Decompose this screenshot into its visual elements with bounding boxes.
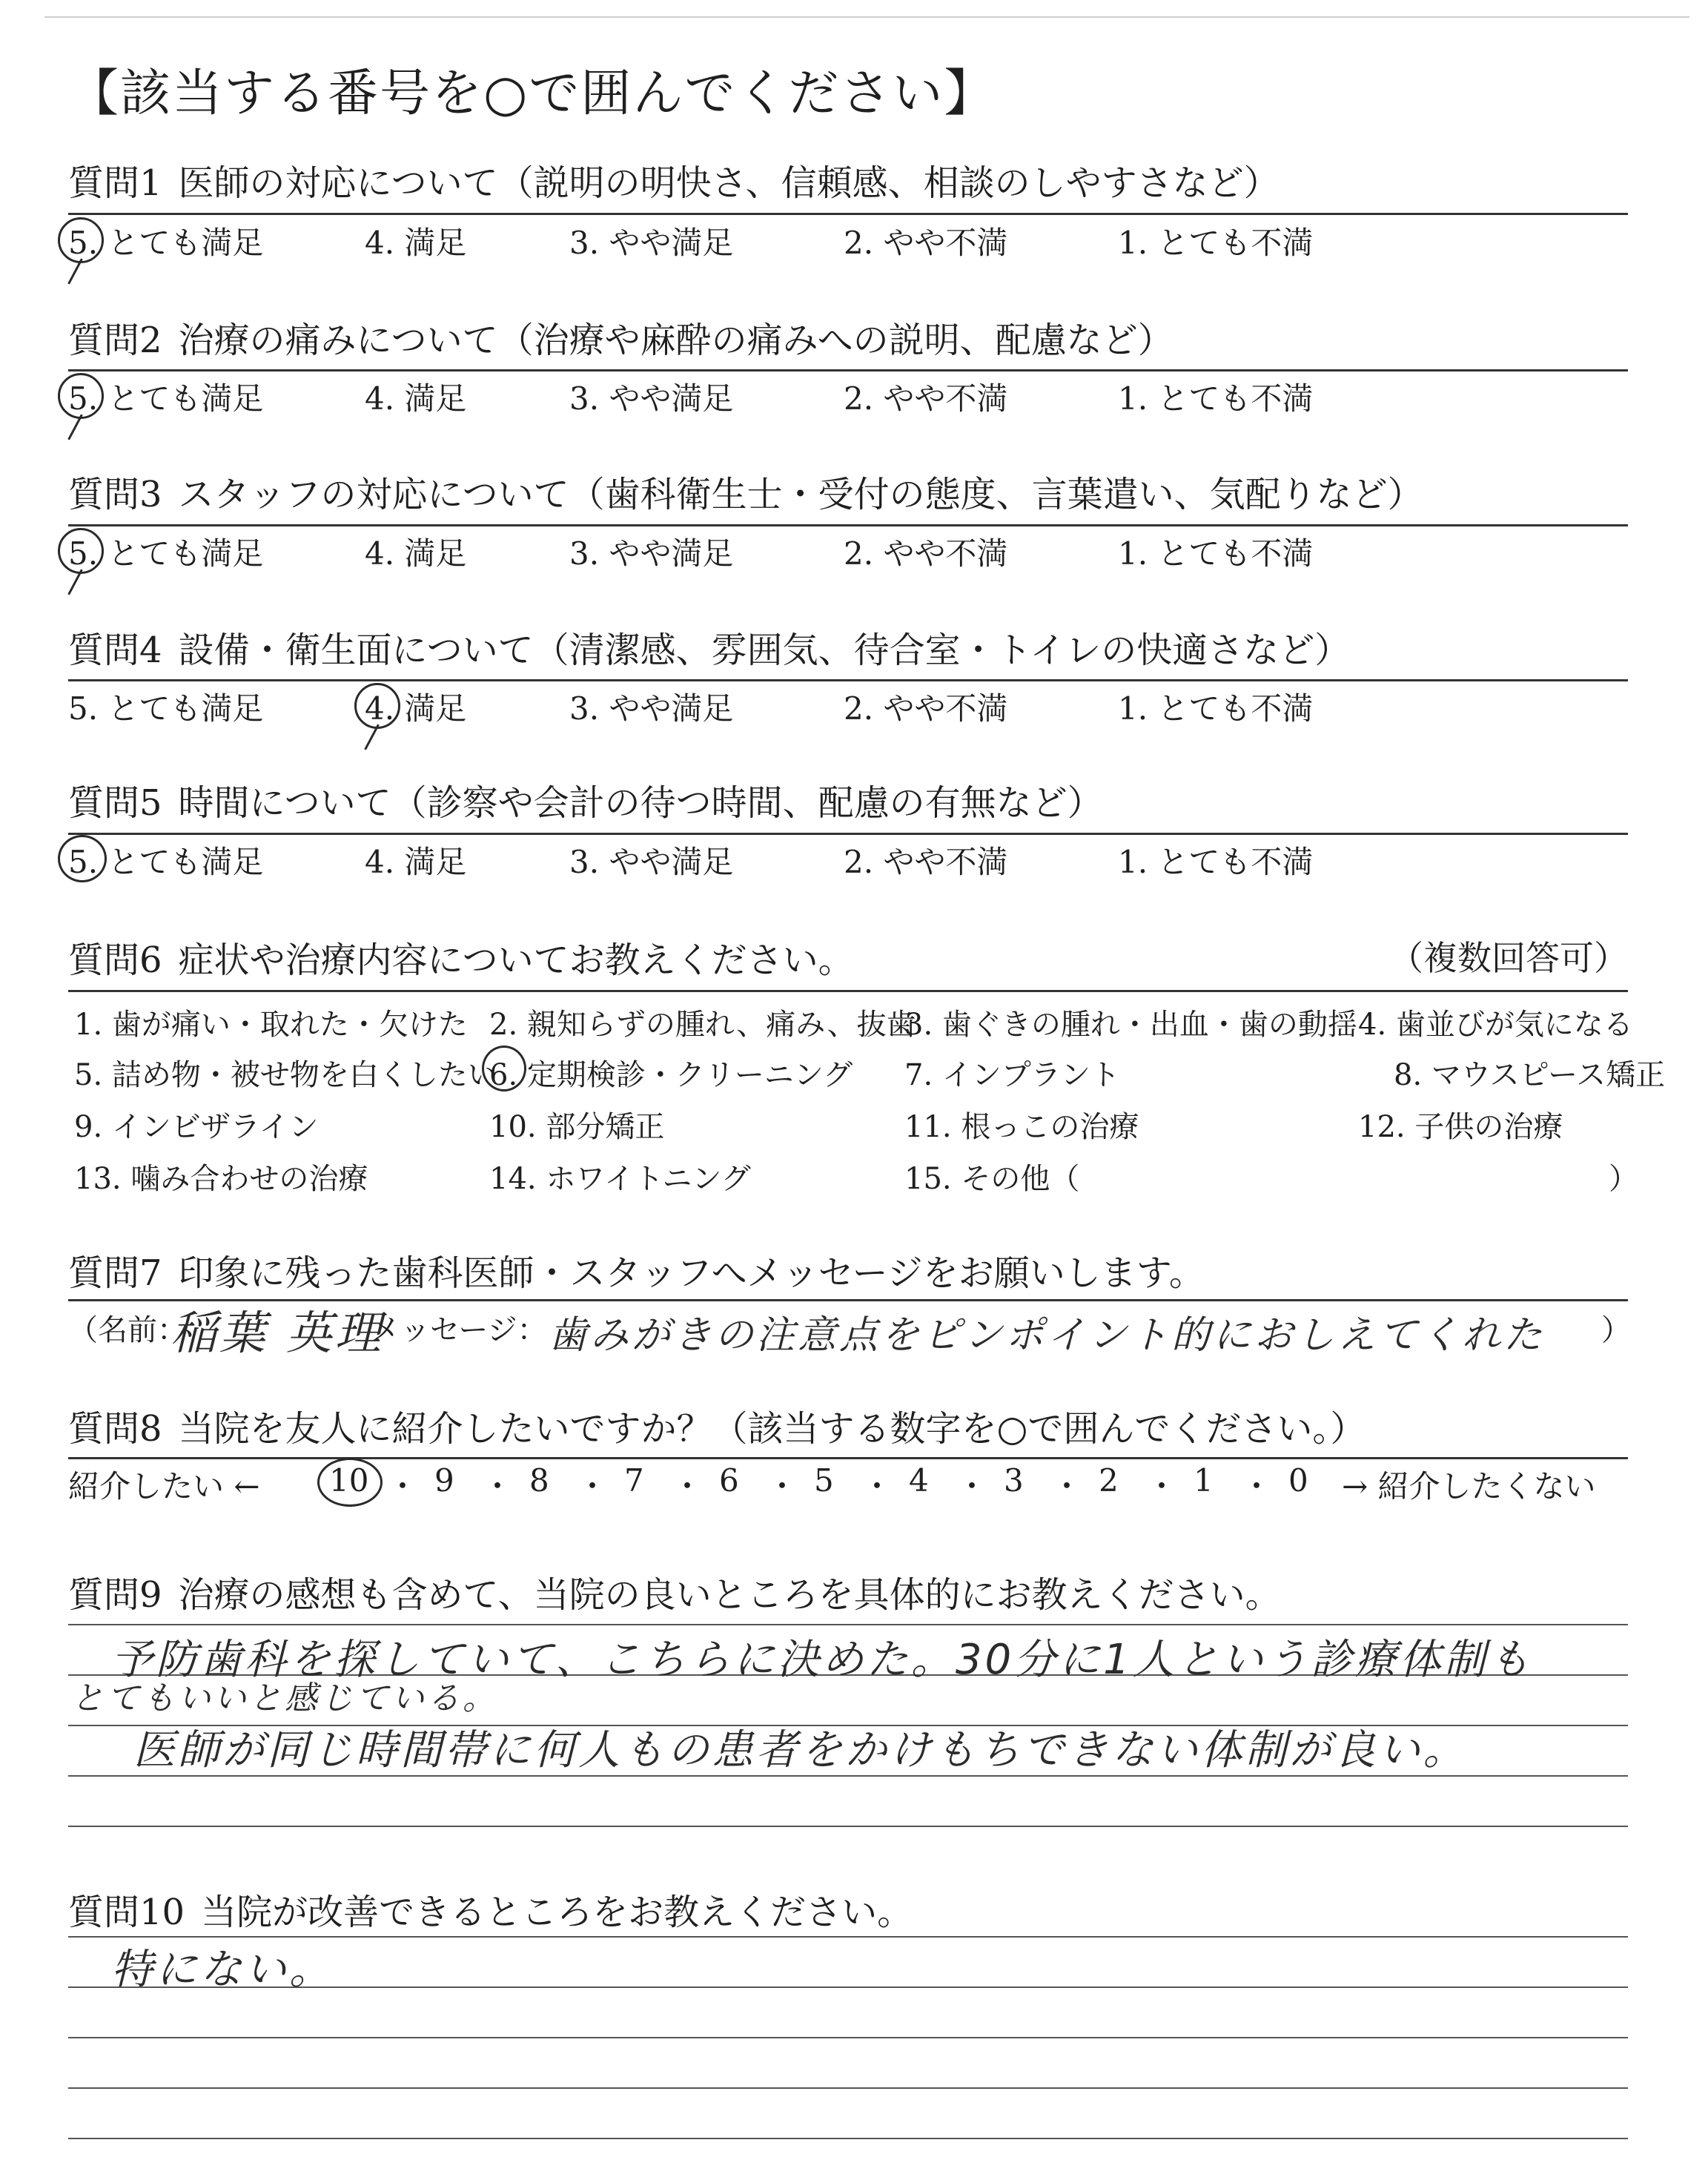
scale-value-6[interactable]: 6 <box>719 1462 739 1499</box>
multiple-answers-note: （複数回答可） <box>1389 938 1628 978</box>
symptom-option[interactable]: 14. ホワイトニング <box>489 1162 751 1196</box>
scale-value-1[interactable]: 1 <box>1194 1462 1214 1499</box>
question-6 <box>68 931 854 982</box>
option-5[interactable]: 5. とても満足 <box>68 535 264 572</box>
option-3[interactable]: 3. やや満足 <box>569 690 734 727</box>
scale-value-2[interactable]: 2 <box>1099 1462 1119 1499</box>
scale-value-4[interactable]: 4 <box>909 1462 929 1499</box>
symptom-option[interactable]: 12. 子供の治療 <box>1358 1110 1563 1144</box>
scale-value-8[interactable]: 8 <box>529 1462 549 1499</box>
selection-circle <box>58 835 107 882</box>
question-number: 質問1 <box>68 162 162 204</box>
divider <box>68 213 1628 215</box>
symptom-option[interactable]: 9. インビザライン <box>74 1110 319 1144</box>
divider <box>68 369 1628 371</box>
question-number: 質問9 <box>68 1574 162 1616</box>
scale-separator: ・ <box>1146 1468 1178 1505</box>
scale-separator: ・ <box>482 1468 514 1505</box>
rating-options-q2 <box>68 374 1628 419</box>
option-1[interactable]: 1. とても不満 <box>1118 225 1314 261</box>
option-5[interactable]: 5. とても満足 <box>68 380 264 417</box>
option-3[interactable]: 3. やや満足 <box>569 380 734 417</box>
option-1[interactable]: 1. とても不満 <box>1118 535 1314 572</box>
option-3[interactable]: 3. やや満足 <box>569 535 734 572</box>
question-number: 質問10 <box>68 1892 185 1933</box>
question-text: 症状や治療内容についてお教えください。 <box>178 939 854 981</box>
question-text: スタッフの対応について（歯科衛生士・受付の態度、言葉遣い、気配りなど） <box>178 474 1423 515</box>
symptom-option[interactable]: 2. 親知らずの腫れ、痛み、抜歯 <box>489 1008 916 1042</box>
question-number: 質問6 <box>68 939 162 981</box>
option-2[interactable]: 2. やや不満 <box>844 844 1008 880</box>
option-5[interactable]: 5. とても満足 <box>68 690 264 727</box>
question-2 <box>68 311 1174 363</box>
option-2[interactable]: 2. やや不満 <box>844 380 1008 417</box>
question-10 <box>68 1883 913 1935</box>
recommend-scale <box>68 1462 1628 1507</box>
option-4[interactable]: 4. 満足 <box>365 844 467 880</box>
question-text: 当院を友人に紹介したいですか？（該当する数字を○で囲んでください。） <box>178 1408 1366 1450</box>
selection-circle <box>58 217 104 263</box>
handwritten-answer-line[interactable]: とてもいいと感じている。 <box>71 1680 498 1717</box>
question-text: 治療の痛みについて（治療や麻酔の痛みへの説明、配慮など） <box>178 320 1174 361</box>
option-4[interactable]: 4. 満足 <box>365 225 467 261</box>
rating-options-q5 <box>68 838 1628 882</box>
symptom-option[interactable]: 13. 噛み合わせの治療 <box>74 1162 368 1196</box>
scale-separator: ・ <box>861 1468 893 1505</box>
question-number: 質問7 <box>68 1252 162 1294</box>
divider <box>68 524 1628 526</box>
option-3[interactable]: 3. やや満足 <box>569 225 734 261</box>
symptom-option[interactable]: 4. 歯並びが気になる <box>1358 1008 1633 1042</box>
scale-separator: ・ <box>387 1468 419 1505</box>
option-4[interactable]: 4. 満足 <box>365 690 467 727</box>
top-border <box>44 16 1689 18</box>
option-4[interactable]: 4. 満足 <box>365 535 467 572</box>
symptom-options <box>74 1001 1666 1196</box>
handwritten-name[interactable]: 稲葉 英理 <box>171 1306 384 1360</box>
rating-options-q4 <box>68 684 1628 729</box>
selection-circle <box>482 1046 526 1091</box>
answer-line <box>68 2138 1628 2139</box>
question-9 <box>68 1566 1281 1617</box>
question-number: 質問2 <box>68 320 162 361</box>
question-5 <box>68 774 1103 825</box>
message-label: メッセージ： <box>371 1313 547 1347</box>
scale-separator: ・ <box>672 1468 704 1505</box>
rating-options-q1 <box>68 219 1628 263</box>
symptom-option[interactable]: 15. その他（ <box>904 1162 1080 1196</box>
answer-line <box>68 1624 1628 1625</box>
name-label: （名前： <box>68 1313 187 1347</box>
scale-value-10[interactable]: 10 <box>329 1462 369 1499</box>
option-2[interactable]: 2. やや不満 <box>844 690 1008 727</box>
selection-circle <box>58 373 104 419</box>
scale-right-label: → 紹介したくない <box>1342 1468 1596 1505</box>
question-number: 質問3 <box>68 474 162 515</box>
divider <box>68 679 1628 681</box>
scale-separator: ・ <box>767 1468 798 1505</box>
symptom-option[interactable]: 1. 歯が痛い・取れた・欠けた <box>74 1008 468 1042</box>
scale-left-label: 紹介したい ← <box>68 1468 260 1505</box>
symptom-option[interactable]: 11. 根っこの治療 <box>904 1110 1139 1144</box>
divider <box>68 1457 1628 1459</box>
symptom-option[interactable]: 10. 部分矯正 <box>489 1110 665 1144</box>
symptom-option[interactable]: 6. 定期検診・クリーニング <box>489 1058 853 1092</box>
question-number: 質問8 <box>68 1408 162 1450</box>
question-text: 治療の感想も含めて、当院の良いところを具体的にお教えください。 <box>178 1574 1281 1616</box>
page-heading: 【該当する番号を○で囲んでください】 <box>68 65 996 123</box>
answer-line <box>68 2037 1628 2038</box>
handwritten-answer-line[interactable]: 特にない。 <box>111 1946 334 1994</box>
option-1[interactable]: 1. とても不満 <box>1118 844 1314 880</box>
question-text: 印象に残った歯科医師・スタッフへメッセージをお願いします。 <box>178 1252 1205 1294</box>
symptom-option[interactable]: 8. マウスピース矯正 <box>1394 1058 1666 1092</box>
message-close-paren: ） <box>1601 1313 1631 1347</box>
question-3 <box>68 466 1423 517</box>
option-5[interactable]: 5. とても満足 <box>68 844 264 880</box>
question-8 <box>68 1400 1366 1451</box>
answer-line <box>68 2087 1628 2089</box>
symptom-option[interactable]: 3. 歯ぐきの腫れ・出血・歯の動揺 <box>904 1008 1357 1042</box>
divider <box>68 990 1628 992</box>
rating-options-q3 <box>68 529 1628 574</box>
symptom-option[interactable]: 7. インプラント <box>904 1058 1120 1092</box>
scale-value-3[interactable]: 3 <box>1004 1462 1024 1499</box>
scale-value-0[interactable]: 0 <box>1288 1462 1308 1499</box>
scale-value-9[interactable]: 9 <box>434 1462 454 1499</box>
scale-separator: ・ <box>956 1468 988 1505</box>
selection-circle <box>354 683 400 729</box>
scale-separator: ・ <box>1241 1468 1273 1505</box>
option-2[interactable]: 2. やや不満 <box>844 225 1008 261</box>
divider <box>68 833 1628 835</box>
question-text: 当院が改善できるところをお教えください。 <box>201 1892 913 1933</box>
question-text: 時間について（診察や会計の待つ時間、配慮の有無など） <box>178 782 1103 824</box>
scale-separator: ・ <box>1051 1468 1083 1505</box>
option-4[interactable]: 4. 満足 <box>365 380 467 417</box>
question-number: 質問5 <box>68 782 162 824</box>
scale-value-5[interactable]: 5 <box>814 1462 834 1499</box>
selection-circle <box>317 1458 383 1507</box>
symptom-option[interactable]: 5. 詰め物・被せ物を白くしたい <box>74 1058 497 1092</box>
selection-circle <box>58 528 104 574</box>
handwritten-answer-line[interactable]: 予防歯科を探していて、こちらに決めた。30分に1人という診療体制も <box>111 1636 1533 1684</box>
option-2[interactable]: 2. やや不満 <box>844 535 1008 572</box>
option-1[interactable]: 1. とても不満 <box>1118 690 1314 727</box>
question-4 <box>68 621 1350 673</box>
option-1[interactable]: 1. とても不満 <box>1118 380 1314 417</box>
answer-line <box>68 1826 1628 1827</box>
scale-separator: ・ <box>577 1468 609 1505</box>
question-1 <box>68 154 1280 205</box>
question-7 <box>68 1244 1205 1295</box>
option-5[interactable]: 5. とても満足 <box>68 225 264 261</box>
question-number: 質問4 <box>68 630 162 671</box>
option-3[interactable]: 3. やや満足 <box>569 844 734 880</box>
handwritten-answer-line[interactable]: 医師が同じ時間帯に何人もの患者をかけもちできない体制が良い。 <box>133 1726 1468 1774</box>
other-close-paren: ） <box>1609 1162 1638 1196</box>
question-text: 医師の対応について（説明の明快さ、信頼感、相談のしやすさなど） <box>178 162 1280 204</box>
question-text: 設備・衛生面について（清潔感、雰囲気、待合室・トイレの快適さなど） <box>178 630 1351 671</box>
handwritten-message[interactable]: 歯みがきの注意点をピンポイント的におしえてくれた <box>549 1313 1546 1358</box>
scale-value-7[interactable]: 7 <box>624 1462 644 1499</box>
